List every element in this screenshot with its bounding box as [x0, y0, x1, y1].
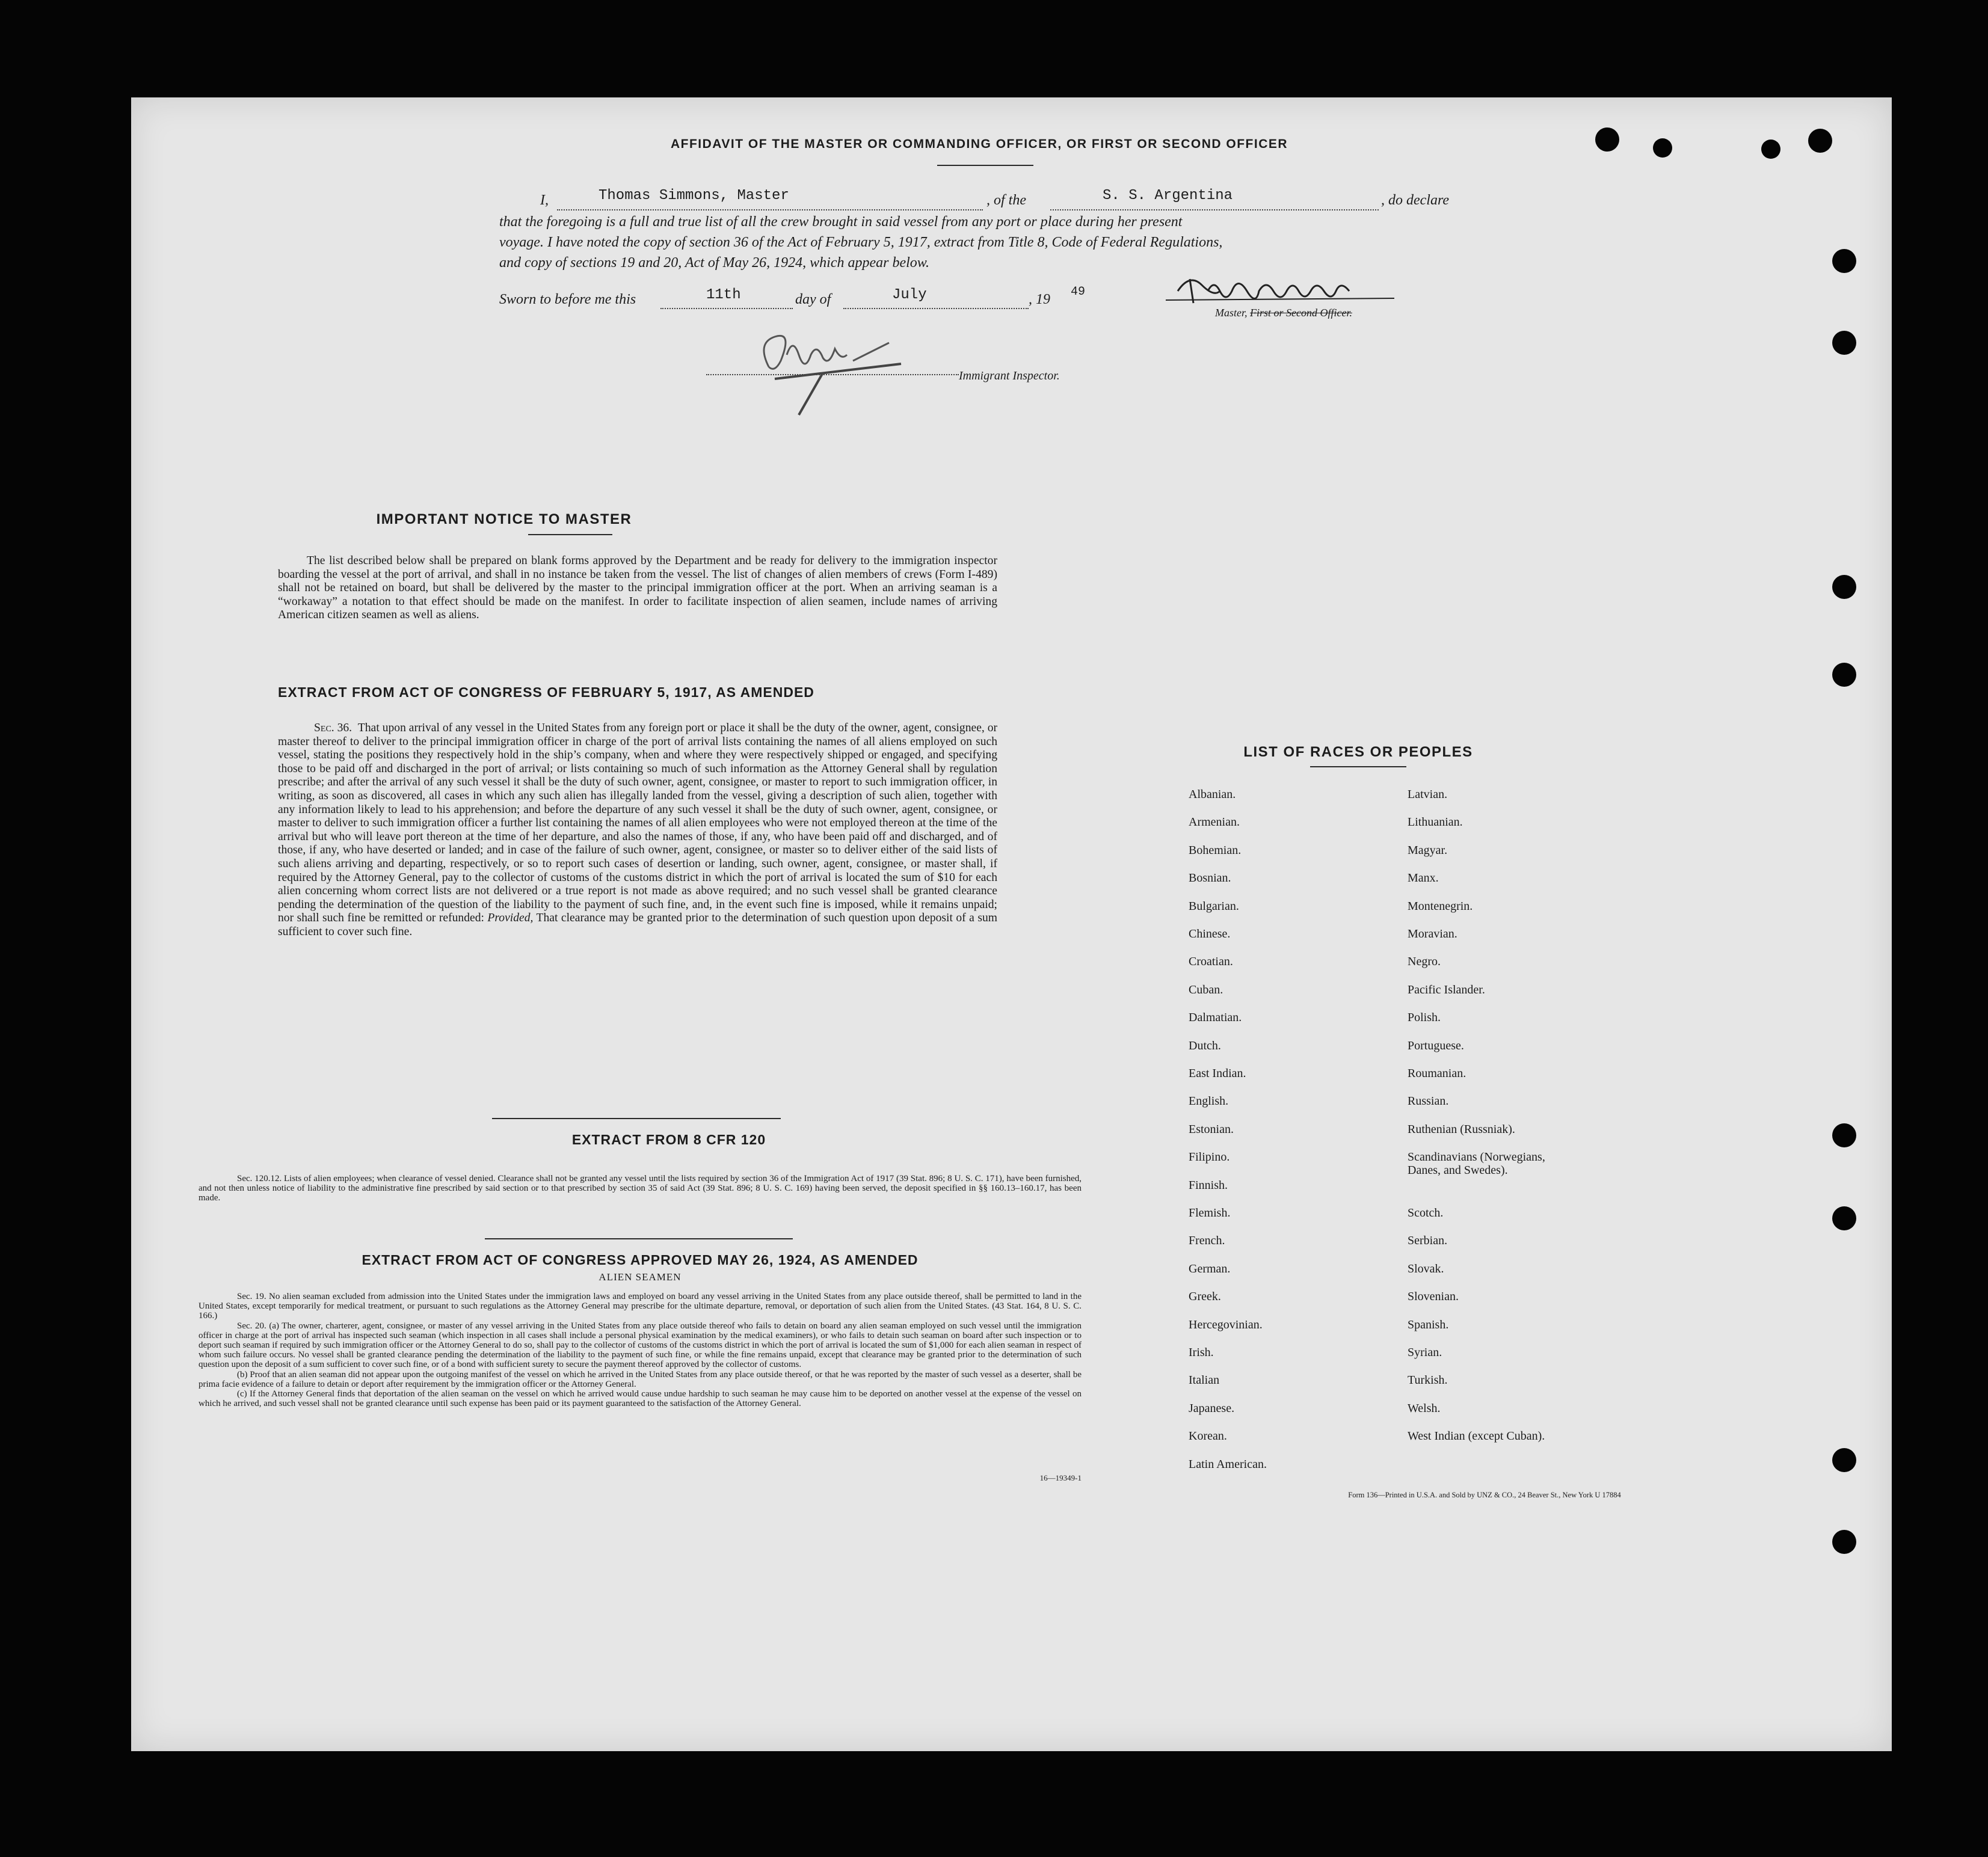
race-item-right: Serbian. — [1408, 1234, 1448, 1248]
race-item-left: Italian — [1189, 1374, 1220, 1387]
affidavit-line-3: voyage. I have noted the copy of section 36 of the Act of February 5, 1917, extract from Title 8, Code of Federal Regulations, — [499, 235, 1223, 250]
race-item-left: Chinese. — [1189, 927, 1231, 941]
race-item-left: Dutch. — [1189, 1039, 1221, 1052]
signature-label-struck: First or Second Officer. — [1250, 307, 1352, 319]
race-item-left: Japanese. — [1189, 1401, 1235, 1415]
punch-hole — [1832, 575, 1856, 599]
extract-1917-body — [278, 722, 997, 939]
race-item-left: Flemish. — [1189, 1206, 1231, 1220]
race-item-right: Manx. — [1408, 871, 1439, 885]
race-item-right: Lithuanian. — [1408, 815, 1463, 829]
race-item-left: Hercegovinian. — [1189, 1318, 1263, 1331]
sworn-day-dots — [660, 308, 793, 309]
race-item-right: Magyar. — [1408, 843, 1448, 857]
inspector-signature — [751, 331, 913, 421]
extract-1924-subtitle: ALIEN SEAMEN — [599, 1271, 682, 1283]
extract-1924-body — [198, 1292, 1082, 1408]
master-name-field: Thomas Simmons, Master — [599, 188, 789, 204]
cfr-title: EXTRACT FROM 8 CFR 120 — [571, 1132, 766, 1147]
race-item-left: Cuban. — [1189, 983, 1223, 996]
punch-hole — [1595, 127, 1619, 152]
sec-36-text-a: That upon arrival of any vessel in the United States from any foreign port or place it shall be the duty of the owner, agent, consignee, or master thereof to deliver to the principal immigration officer in charge of the port of arrival lists containing the names of all aliens employed on such vessel, stating the positions they respectively hold in the ship’s company, when and where they were respectively shipped or engaged, and specifying those to be paid off and discharged in the port of arrival; or lists containing so much of such information as the Attorney General shall by regulation prescribe; and after the arrival of any such vessel it shall be the duty of such owner, agent, consignee, or master to report to such immigration officer, in writing, as soon as discovered, all cases in which any such alien has illegally landed from the vessel, giving a description of such alien, together with any information likely to lead to his apprehension; and before the departure of any such vessel it shall be the duty of such owner, agent, consignee, or master to deliver to such immigration officer a further list containing the names of all alien employees who were not employed thereon at the time of the arrival but who will leave port thereon at the time of her departure, and also the names of those, if any, who have been paid off and discharged, and of those, if any, who have deserted or landed; and in case of the failure of such owner, agent, consignee, or master so to deliver either of the said lists of such aliens arriving and departing, respectively, or so to report such cases of desertion or landing, such owner, agent, consignee, or master shall, if required by the Attorney General, pay to the collector of customs of the customs district in which the port of arrival is located the sum of $10 for each alien concerning whom correct lists are not delivered or a true report is not made as above required; and no such vessel shall be granted clearance pending the determination of the question of the liability to the payment of such fine, and, in the event such fine is imposed, while it remains unpaid; nor shall such fine be remitted or refunded: — [278, 722, 998, 925]
race-item-left: Albanian. — [1189, 788, 1236, 801]
race-item-right: Scotch. — [1408, 1206, 1444, 1220]
master-name-dots — [557, 209, 983, 210]
race-item-left: East Indian. — [1189, 1067, 1246, 1080]
form-code: 16—19349-1 — [1039, 1473, 1082, 1482]
race-item-right: Turkish. — [1408, 1374, 1448, 1387]
sworn-month-field: July — [892, 287, 927, 303]
sec-20a-text: Sec. 20. (a) The owner, charterer, agent, consignee, or master of any vessel arriving in the United States from any place outside thereof who fails to detain on board any alien seaman employed on such vessel until the immigration officer in charge at the port of arrival has inspected such seaman (which inspection in all cases shall include a personal physical examination by the medical examiners), or who fails to detain such seaman on board after such inspection or to deport such seaman if required by such immigration officer or the Attorney General to do so, shall pay to the collector of customs of the customs district in which the port of arrival is located the sum of $1,000 for each alien seaman in respect of whom such failure occurs. No vessel shall be granted clearance pending the determination of the liability to the payment of such fine, or while the fine remains unpaid, except that clearance may be granted prior to the determination of such question upon the deposit of a sum sufficient to cover such fine, or of a bond with sufficient surety to secure the payment thereof approved by the collector of customs. — [198, 1321, 1082, 1370]
race-item-right: Syrian. — [1408, 1346, 1442, 1359]
race-item-right: Pacific Islander. — [1408, 983, 1485, 996]
race-item-right: Spanish. — [1408, 1318, 1449, 1331]
race-item-left: Greek. — [1189, 1290, 1221, 1304]
race-item-right: Polish. — [1408, 1011, 1441, 1025]
punch-hole — [1832, 663, 1856, 687]
race-item-right: West Indian (except Cuban). — [1408, 1429, 1545, 1443]
affidavit-title: AFFIDAVIT OF THE MASTER OR COMMANDING OFFICER, OR FIRST OR SECOND OFFICER — [670, 137, 1288, 151]
year-prefix: , 19 — [1029, 292, 1050, 307]
race-item-right: Scandinavians (Norwegians, Danes, and Swedes). — [1408, 1150, 1545, 1177]
punch-hole — [1761, 140, 1780, 159]
notice-rule — [528, 534, 612, 535]
punch-hole — [1808, 129, 1832, 153]
race-item-left: Latin American. — [1189, 1457, 1267, 1471]
race-item-right: Ruthenian (Russniak). — [1408, 1122, 1515, 1136]
race-item-left: Finnish. — [1189, 1178, 1228, 1192]
sec-36-text-b: That clearance may be granted prior to the determination of such question upon deposit of a sum sufficient to cover such fine. — [278, 912, 998, 938]
sec-19-text: Sec. 19. No alien seaman excluded from admission into the United States under the immigration laws and employed on board any vessel arriving in the United States from any place outside thereof, shall be permitted to land in the United States, except temporarily for medical treatment, or pursuant to such regulations as the Attorney General may prescribe for the ultimate departure, removal, or deportation of such alien from the United States. (43 Stat. 164, 8 U. S. C. 166.) — [198, 1292, 1082, 1321]
provided-label: Provided, — [487, 912, 534, 925]
race-item-right: Welsh. — [1408, 1401, 1441, 1415]
title-rule — [937, 165, 1033, 166]
punch-hole — [1832, 1530, 1856, 1554]
race-item-left: Estonian. — [1189, 1122, 1234, 1136]
races-title: LIST OF RACES OR PEOPLES — [1243, 744, 1473, 760]
race-item-left: Croatian. — [1189, 955, 1233, 969]
race-item-left: French. — [1189, 1234, 1225, 1248]
sworn-day-field: 11th — [706, 287, 741, 303]
race-item-right: Latvian. — [1408, 788, 1448, 801]
race-item-left: Korean. — [1189, 1429, 1227, 1443]
punch-hole — [1653, 138, 1672, 158]
punch-hole — [1832, 249, 1856, 273]
race-item-right: Slovak. — [1408, 1262, 1444, 1275]
affidavit-page — [131, 97, 1892, 1751]
sworn-prefix: Sworn to before me this — [499, 292, 636, 307]
race-item-right: Slovenian. — [1408, 1290, 1459, 1304]
affidavit-pronoun: I, — [540, 192, 549, 208]
sworn-month-dots — [843, 308, 1029, 309]
race-item-left: Bohemian. — [1189, 843, 1242, 857]
extract-1917-title: EXTRACT FROM ACT OF CONGRESS OF FEBRUARY 5, 1917, AS AMENDED — [278, 684, 814, 700]
race-item-left: German. — [1189, 1262, 1231, 1275]
affidavit-line-2: that the foregoing is a full and true list of all the crew brought in said vessel from any port or place during her present — [499, 214, 1183, 230]
do-declare-text: , do declare — [1381, 192, 1450, 208]
vessel-field: S. S. Argentina — [1103, 188, 1233, 204]
vessel-dots — [1050, 209, 1379, 210]
punch-hole — [1832, 331, 1856, 355]
inspector-dots — [706, 374, 959, 375]
race-item-right: Negro. — [1408, 955, 1441, 969]
notice-body: The list described below shall be prepared on blank forms approved by the Department and be ready for delivery to the immigration inspector boarding the vessel at the port of arrival, and shall in no instance be taken from the vessel. The list of changes of alien members of crews (Form I-489) shall not be retained on board, but shall be delivered by the master to the principal immigration officer at the port. When an arriving seaman is a “workaway” a notation to that effect should be made on the manifest. In order to facilitate inspection of alien seamen, include names of arriving American citizen seamen as well as aliens. — [278, 554, 997, 622]
inspector-label: Immigrant Inspector. — [959, 369, 1060, 382]
notice-title: IMPORTANT NOTICE TO MASTER — [376, 511, 632, 527]
signature-label — [1215, 307, 1352, 319]
race-item-right: Portuguese. — [1408, 1039, 1464, 1052]
race-item-left: Armenian. — [1189, 815, 1240, 829]
extract-1917-rule — [492, 1118, 781, 1119]
race-item-left: Bulgarian. — [1189, 899, 1239, 913]
race-item-right: Russian. — [1408, 1094, 1449, 1108]
race-item-right: Roumanian. — [1408, 1067, 1466, 1080]
year-suffix: 49 — [1071, 285, 1086, 299]
affidavit-line-4: and copy of sections 19 and 20, Act of May 26, 1924, which appear below. — [499, 255, 930, 271]
race-item-right: Moravian. — [1408, 927, 1457, 941]
race-item-right: Montenegrin. — [1408, 899, 1473, 913]
extract-1924-title: EXTRACT FROM ACT OF CONGRESS APPROVED MAY 26, 1924, AS AMENDED — [362, 1252, 919, 1268]
signature-label-prefix: Master, — [1215, 307, 1250, 319]
punch-hole — [1832, 1206, 1856, 1230]
sec-20c-text: (c) If the Attorney General finds that deportation of the alien seaman on the vessel on which he arrived would cause undue hardship to such seaman he may cause him to be deported on another vessel at the expense of the vessel on which he arrived, and such vessel shall not be granted clearance until such expense has been paid or its payment guaranteed to the satisfaction of the Attorney General. — [198, 1389, 1082, 1409]
race-item-left: Irish. — [1189, 1346, 1214, 1359]
race-item-left: Dalmatian. — [1189, 1011, 1242, 1025]
race-item-left: Filipino. — [1189, 1150, 1230, 1164]
cfr-body: Sec. 120.12. Lists of alien employees; when clearance of vessel denied. Clearance shall not be granted any vessel until the lists required by section 36 of the Immigration Act of 1917 (39 Stat. 896; 8 U. S. C. 171), have been furnished, and not then unless notice of liability to the administrative fine prescribed by said section or to that prescribed by section 35 of said Act (39 Stat. 896; 8 U. S. C. 169) having been served, the deposit specified in §§ 160.13–160.17, has been made. — [198, 1174, 1082, 1203]
sec-20b-text: (b) Proof that an alien seaman did not appear upon the outgoing manifest of the vessel on which he arrived in the United States from any place outside thereof, or that he was reported by the master of such vessel as a deserter, shall be prima facie evidence of a failure to detain or deport after requirement by the immigration officer or the Attorney General. — [198, 1369, 1082, 1389]
sec-36-label: Sec. 36. — [314, 722, 352, 734]
punch-hole — [1832, 1123, 1856, 1147]
printer-footer: Form 136—Printed in U.S.A. and Sold by UNZ & CO., 24 Beaver St., New York U 17884 — [1348, 1491, 1621, 1499]
race-item-left: English. — [1189, 1094, 1229, 1108]
race-item-left: Bosnian. — [1189, 871, 1231, 885]
cfr-rule — [485, 1238, 793, 1239]
day-of-text: day of — [795, 292, 831, 307]
races-rule — [1310, 766, 1406, 767]
of-the-text: , of the — [986, 192, 1026, 208]
punch-hole — [1832, 1448, 1856, 1472]
